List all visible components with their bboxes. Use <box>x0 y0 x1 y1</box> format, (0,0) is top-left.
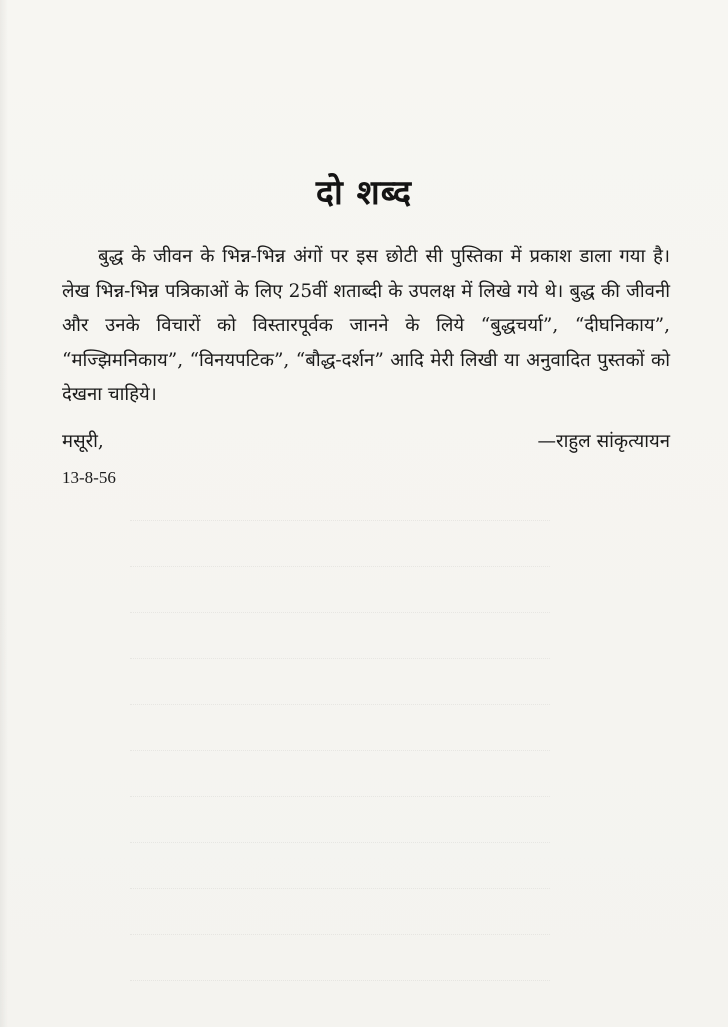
show-through-row <box>70 924 650 942</box>
show-through-row <box>70 970 650 988</box>
signature-author: —राहुल सांकृत्यायन <box>537 431 670 452</box>
show-through-row <box>70 510 650 528</box>
show-through-row <box>70 602 650 620</box>
show-through-row <box>70 832 650 850</box>
signature-place: मसूरी, <box>62 431 104 452</box>
show-through-row <box>70 740 650 758</box>
preface-body <box>62 240 670 413</box>
show-through-row <box>70 786 650 804</box>
show-through-row <box>70 878 650 896</box>
signature-date: 13-8-56 <box>62 468 116 487</box>
show-through-row <box>70 648 650 666</box>
page-title: दो शब्द <box>315 173 413 213</box>
preface-paragraph: बुद्ध के जीवन के भिन्न-भिन्न अंगों पर इस छोटी सी पुस्तिका में प्रकाश डाला गया है। लेख भिन्न-भिन्न पत्रिकाओं के लिए 25वीं शताब्दी के उपलक्ष में लिखे गये थे। बुद्ध की जीवनी और उनके विचारों को विस्तारपूर्वक जानने के लिये “बुद्धचर्या”, “दीघनिकाय”, “मज्झिमनिकाय”, “विनयपटिक”, “बौद्ध-दर्शन” आदि मेरी लिखी या अनुवादित पुस्तकों को देखना चाहिये। <box>62 246 670 405</box>
page-edge-shadow <box>0 0 8 1027</box>
show-through-row <box>70 556 650 574</box>
show-through-row <box>70 694 650 712</box>
